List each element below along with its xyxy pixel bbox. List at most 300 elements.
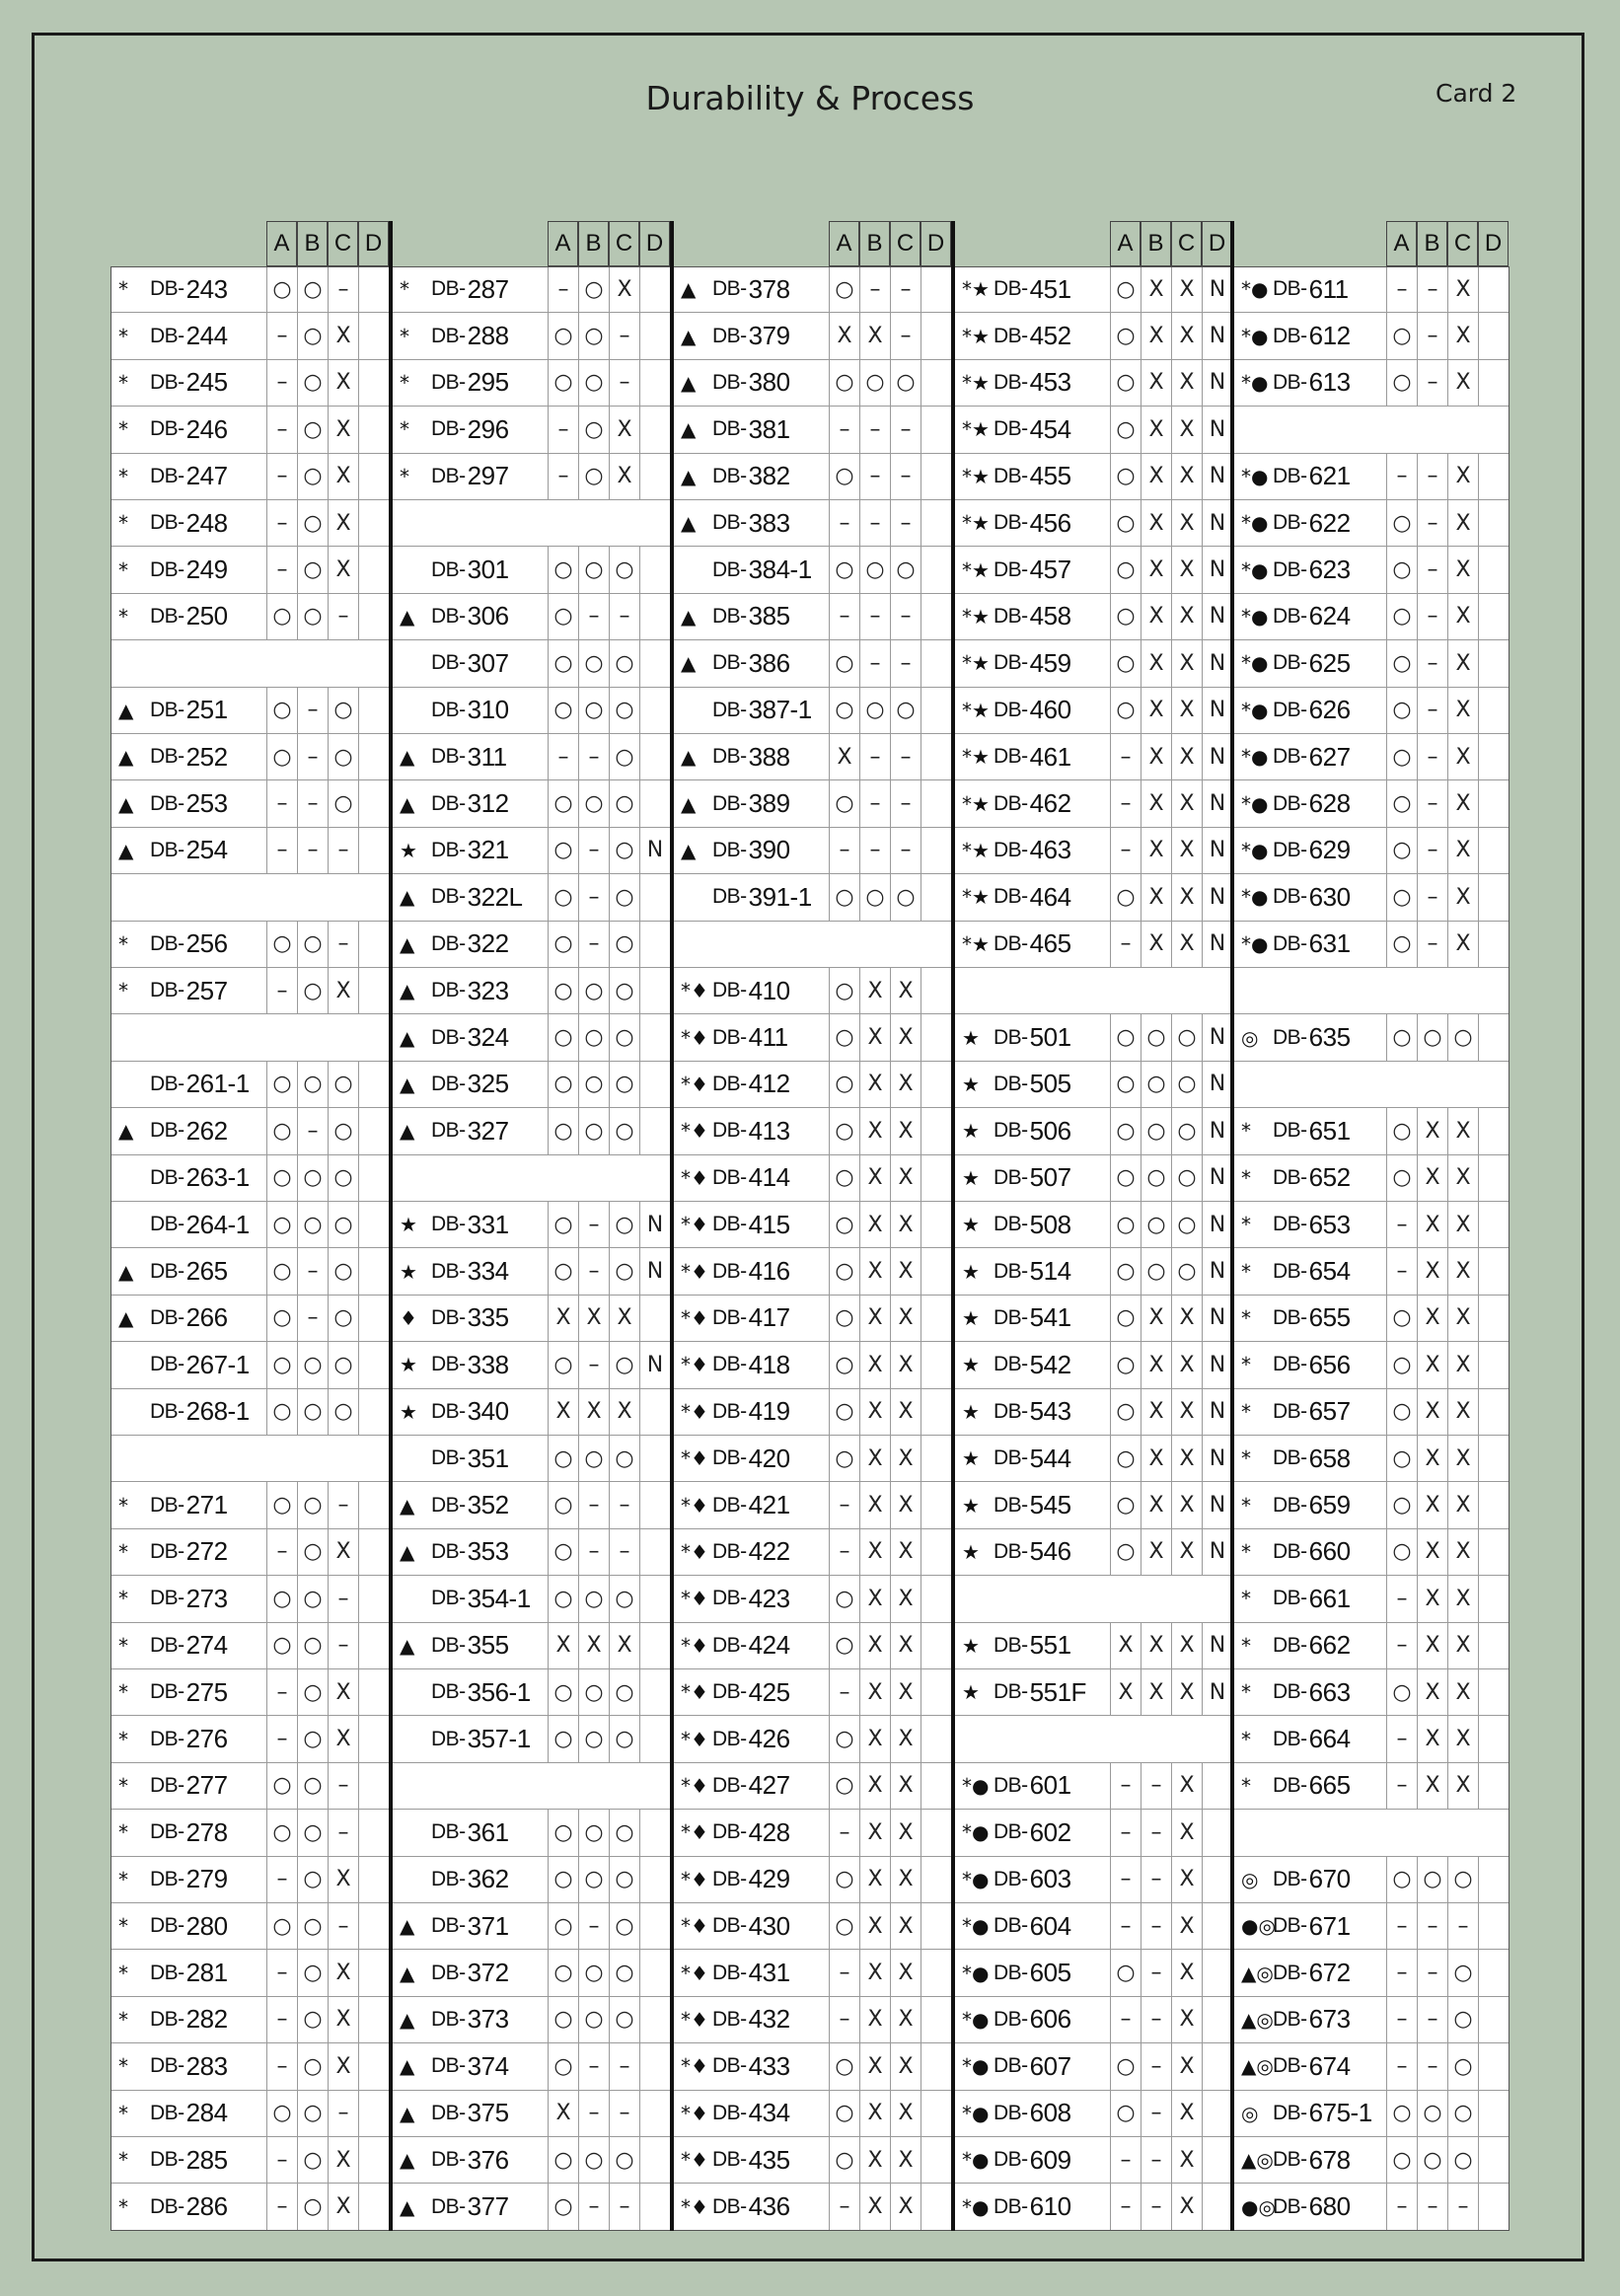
rating-cell-b: – — [1417, 313, 1447, 358]
rating-cell-d — [920, 1248, 951, 1294]
rating-cell-a: – — [1110, 780, 1141, 826]
marker-symbol: ★ — [962, 1633, 980, 1658]
rating-cell-a: ○ — [829, 874, 859, 920]
code-prefix: DB- — [994, 1633, 1028, 1657]
rating-cell-a: ○ — [1386, 360, 1417, 406]
rating-cell-a: ○ — [829, 1763, 859, 1809]
marker-symbol — [392, 1857, 400, 1902]
rating-cell-b: ○ — [578, 1576, 609, 1621]
marker-symbol: ★ — [400, 1213, 417, 1237]
product-code — [150, 1857, 228, 1902]
marker-symbol: ★ — [400, 838, 417, 862]
product-code — [431, 922, 509, 967]
table-row — [954, 2091, 1233, 2137]
rating-cell-d — [358, 266, 389, 312]
table-row — [110, 407, 392, 453]
rating-cell-d — [920, 2184, 951, 2229]
code-number: 433 — [748, 2050, 790, 2081]
product-code — [150, 780, 228, 826]
rating-cell-b: ○ — [859, 547, 890, 592]
code-number: 658 — [1308, 1443, 1351, 1473]
rating-cell-c: X — [1447, 1202, 1478, 1247]
product-code — [712, 2137, 790, 2183]
product-code — [712, 594, 790, 639]
code-prefix: DB- — [150, 1680, 184, 1704]
rating-cell-b: ○ — [578, 407, 609, 452]
product-code — [994, 1436, 1071, 1481]
rating-cell-d — [1202, 2184, 1232, 2229]
product-code — [712, 1903, 790, 1949]
rating-cell-a: ○ — [266, 1155, 297, 1201]
table-row — [110, 1950, 392, 1996]
rating-cell-c: X — [328, 407, 358, 452]
product-code — [1273, 2137, 1351, 2183]
product-code — [431, 640, 509, 686]
code-number: 335 — [467, 1302, 509, 1333]
code-prefix: DB- — [712, 1820, 747, 1844]
rating-cell-a: X — [829, 734, 859, 779]
rating-cell-c: X — [328, 1669, 358, 1715]
marker-symbol: * — [400, 464, 409, 488]
code-prefix: DB- — [994, 604, 1028, 628]
rating-cell-a: ○ — [1386, 1436, 1417, 1481]
rating-cell-d — [358, 1903, 389, 1949]
product-code — [431, 360, 509, 406]
rating-cell-a: ○ — [829, 1062, 859, 1107]
rating-cell-a: ○ — [1110, 2091, 1141, 2136]
code-number: 249 — [185, 555, 228, 585]
rating-cell-b: X — [1417, 1716, 1447, 1761]
rating-cell-a: – — [548, 454, 578, 499]
rating-cell-d — [1478, 1296, 1509, 1341]
rating-cell-d — [639, 968, 670, 1013]
code-number: 629 — [1308, 835, 1351, 865]
rating-cell-a: X — [548, 1389, 578, 1435]
rating-cell-c: – — [328, 1763, 358, 1809]
table-row — [673, 360, 954, 407]
marker-symbol: ▲ — [681, 838, 697, 862]
rating-cell-d — [639, 2091, 670, 2136]
marker-symbol: * — [1241, 1353, 1251, 1377]
code-number: 424 — [748, 1630, 790, 1661]
rating-cell-b: ○ — [297, 1763, 328, 1809]
code-prefix: DB- — [150, 1119, 184, 1143]
code-number: 604 — [1029, 1910, 1071, 1941]
product-code — [1273, 1389, 1351, 1435]
rating-cell-d — [1478, 734, 1509, 779]
rating-cell-a: ○ — [548, 2184, 578, 2229]
code-prefix: DB- — [994, 2007, 1028, 2031]
marker-symbol: *★ — [962, 838, 990, 862]
code-prefix: DB- — [994, 885, 1028, 909]
rating-cell-b: – — [1141, 1763, 1171, 1809]
rating-cell-c: X — [609, 454, 639, 499]
code-prefix: DB- — [150, 370, 184, 394]
table-row — [1233, 1248, 1510, 1295]
rating-cell-c: ○ — [609, 1857, 639, 1902]
rating-cell-c: X — [328, 454, 358, 499]
rating-cell-b: ○ — [297, 547, 328, 592]
product-code — [994, 1202, 1071, 1247]
rating-cell-d — [1202, 1903, 1232, 1949]
table-row — [673, 407, 954, 453]
rating-cell-c: X — [1447, 1436, 1478, 1481]
marker-symbol — [392, 1810, 400, 1855]
rating-cell-b: – — [1417, 2184, 1447, 2229]
rating-cell-a: – — [266, 360, 297, 406]
rating-cell-a: ○ — [1386, 2091, 1417, 2136]
table-row — [673, 1716, 954, 1762]
code-number: 430 — [748, 1910, 790, 1941]
column-header-b: B — [1417, 221, 1447, 266]
code-number: 451 — [1029, 273, 1071, 304]
code-number: 608 — [1029, 2098, 1071, 2128]
table-row — [954, 640, 1233, 687]
rating-cell-a: – — [829, 1669, 859, 1715]
product-code — [150, 594, 228, 639]
rating-cell-d — [1202, 2043, 1232, 2089]
rating-cell-c: ○ — [328, 1062, 358, 1107]
rating-cell-d — [920, 734, 951, 779]
marker-symbol: * — [118, 557, 128, 582]
rating-cell-a: ○ — [1386, 922, 1417, 967]
rating-cell-a: – — [1386, 1716, 1417, 1761]
rating-cell-b: – — [1141, 2184, 1171, 2229]
marker-symbol: ▲ — [400, 1914, 415, 1939]
code-prefix: DB- — [712, 511, 747, 535]
product-code — [712, 780, 790, 826]
code-number: 288 — [467, 321, 509, 351]
product-code — [712, 1062, 790, 1107]
product-code — [712, 454, 790, 499]
rating-cell-d — [639, 1062, 670, 1107]
marker-symbol: *♦ — [681, 1914, 708, 1939]
rating-cell-d — [1202, 1997, 1232, 2042]
code-number: 282 — [185, 2004, 228, 2035]
rating-cell-c: X — [328, 2043, 358, 2089]
rating-cell-a: ○ — [829, 1436, 859, 1481]
rating-cell-b: ○ — [297, 1950, 328, 1995]
rating-cell-d — [639, 594, 670, 639]
code-number: 307 — [467, 647, 509, 678]
rating-cell-d: N — [1202, 1342, 1232, 1387]
rating-cell-b: – — [859, 780, 890, 826]
rating-cell-d — [1478, 640, 1509, 686]
rating-cell-c: X — [1171, 640, 1202, 686]
rating-cell-c: ○ — [328, 1248, 358, 1294]
product-code — [712, 1155, 790, 1201]
rating-cell-a: ○ — [548, 1950, 578, 1995]
code-number: 651 — [1308, 1115, 1351, 1146]
marker-symbol: ▲ — [118, 698, 134, 722]
marker-symbol: ▲ — [681, 791, 697, 816]
rating-cell-d — [920, 454, 951, 499]
rating-cell-d — [358, 1623, 389, 1668]
rating-cell-d — [1478, 2137, 1509, 2183]
rating-cell-b: – — [1417, 266, 1447, 312]
rating-cell-b: – — [1417, 500, 1447, 546]
table-row — [1233, 1389, 1510, 1436]
rating-cell-c: X — [1171, 360, 1202, 406]
rating-cell-b: ○ — [297, 1062, 328, 1107]
rating-cell-a: – — [829, 2184, 859, 2229]
code-number: 422 — [748, 1536, 790, 1567]
code-number: 361 — [467, 1816, 509, 1847]
product-code — [1273, 1997, 1351, 2042]
column-divider — [670, 221, 674, 2231]
marker-symbol: *● — [962, 2101, 990, 2125]
rating-cell-a: – — [1110, 1857, 1141, 1902]
code-prefix: DB- — [150, 1961, 184, 1984]
rating-cell-d — [639, 1014, 670, 1060]
code-number: 551F — [1029, 1676, 1086, 1707]
code-number: 673 — [1308, 2004, 1351, 2035]
rating-cell-c: X — [1171, 688, 1202, 733]
table-row — [954, 1389, 1233, 1436]
code-number: 426 — [748, 1724, 790, 1754]
code-prefix: DB- — [431, 1587, 466, 1610]
marker-symbol: * — [400, 277, 409, 302]
code-number: 254 — [185, 835, 228, 865]
table-row — [392, 688, 673, 734]
rating-cell-b: – — [578, 1903, 609, 1949]
rating-cell-b: ○ — [578, 1669, 609, 1715]
product-code — [712, 1623, 790, 1668]
code-prefix: DB- — [994, 1165, 1028, 1189]
product-code — [1273, 734, 1351, 779]
rating-cell-a: ○ — [548, 2137, 578, 2183]
product-code — [1273, 1763, 1351, 1809]
code-number: 387-1 — [748, 695, 812, 725]
marker-symbol — [110, 1155, 118, 1201]
rating-cell-a: ○ — [266, 1108, 297, 1153]
rating-cell-b: X — [859, 1482, 890, 1527]
rating-cell-b: X — [1141, 922, 1171, 967]
table-row — [1233, 1436, 1510, 1482]
code-prefix: DB- — [150, 1353, 184, 1376]
product-code — [150, 1202, 250, 1247]
rating-cell-c: X — [1171, 594, 1202, 639]
rating-cell-a: ○ — [1386, 594, 1417, 639]
table-row — [392, 1062, 673, 1108]
rating-cell-b: – — [1141, 1857, 1171, 1902]
code-prefix: DB- — [1273, 511, 1307, 535]
marker-symbol: ★ — [400, 1259, 417, 1284]
product-code — [994, 360, 1071, 406]
marker-symbol: ▲ — [400, 745, 415, 770]
rating-cell-c: X — [1447, 1155, 1478, 1201]
rating-cell-a: ○ — [829, 1155, 859, 1201]
table-row — [954, 1669, 1233, 1716]
table-row — [110, 1342, 392, 1388]
rating-cell-b: – — [1141, 1997, 1171, 2042]
marker-symbol: * — [400, 324, 409, 348]
rating-cell-b: – — [1417, 922, 1447, 967]
code-prefix: DB- — [994, 838, 1028, 861]
rating-cell-a: – — [1386, 454, 1417, 499]
table-row — [392, 1950, 673, 1996]
table-row — [1233, 1202, 1510, 1248]
rating-cell-d — [639, 360, 670, 406]
code-prefix: DB- — [1273, 1446, 1307, 1470]
table-row — [1233, 780, 1510, 827]
rating-cell-c: X — [1171, 547, 1202, 592]
product-code — [994, 500, 1071, 546]
product-code — [1273, 266, 1349, 312]
product-code — [1273, 594, 1351, 639]
rating-cell-c: X — [1171, 1857, 1202, 1902]
table-row — [392, 1202, 673, 1248]
rating-cell-c: – — [609, 313, 639, 358]
table-row — [392, 1997, 673, 2043]
rating-cell-d — [1478, 1529, 1509, 1575]
marker-symbol: ★ — [962, 1539, 980, 1564]
table-row — [954, 1810, 1233, 1856]
rating-cell-d — [920, 1716, 951, 1761]
rating-cell-c: X — [1171, 1950, 1202, 1995]
code-prefix: DB- — [712, 1493, 747, 1517]
rating-cell-a: ○ — [548, 313, 578, 358]
code-prefix: DB- — [994, 698, 1028, 721]
rating-cell-c: ○ — [609, 547, 639, 592]
rating-cell-d — [358, 828, 389, 873]
rating-cell-c: – — [890, 454, 920, 499]
rating-cell-a: – — [266, 1669, 297, 1715]
table-row — [954, 734, 1233, 780]
code-number: 378 — [748, 273, 790, 304]
rating-cell-d — [920, 1062, 951, 1107]
rating-cell-a: – — [266, 1716, 297, 1761]
rating-cell-b: X — [1141, 734, 1171, 779]
rating-cell-a: – — [266, 1529, 297, 1575]
code-prefix: DB- — [150, 1493, 184, 1517]
rating-cell-a: ○ — [1110, 640, 1141, 686]
rating-cell-c: X — [890, 968, 920, 1013]
table-row — [110, 1108, 392, 1154]
table-row — [392, 266, 673, 313]
code-number: 277 — [185, 1770, 228, 1801]
code-number: 411 — [748, 1022, 788, 1053]
rating-cell-d — [639, 547, 670, 592]
code-number: 672 — [1308, 1958, 1351, 1988]
rating-cell-b: X — [859, 1202, 890, 1247]
rating-cell-d — [920, 968, 951, 1013]
rating-cell-b: – — [1417, 688, 1447, 733]
table-body — [673, 266, 954, 2231]
code-prefix: DB- — [431, 1399, 466, 1423]
rating-cell-a: – — [829, 500, 859, 546]
marker-symbol: ▲ — [400, 1539, 415, 1564]
marker-symbol: * — [118, 1493, 128, 1518]
rating-cell-d: N — [1202, 500, 1232, 546]
product-code — [712, 1389, 790, 1435]
product-code — [994, 688, 1071, 733]
rating-cell-b: ○ — [297, 968, 328, 1013]
rating-cell-b: ○ — [297, 2043, 328, 2089]
marker-symbol: *★ — [962, 791, 990, 816]
table-row — [392, 1903, 673, 1950]
marker-symbol: *★ — [962, 324, 990, 348]
product-code — [994, 1296, 1071, 1341]
rating-cell-d — [358, 780, 389, 826]
rating-cell-a: ○ — [266, 1202, 297, 1247]
rating-cell-d: N — [1202, 780, 1232, 826]
rating-cell-d — [920, 1623, 951, 1668]
table-row — [392, 454, 673, 500]
marker-symbol: * — [1241, 1213, 1251, 1237]
rating-cell-d — [358, 1296, 389, 1341]
rating-cell-b: ○ — [859, 874, 890, 920]
rating-cell-c: – — [328, 922, 358, 967]
table-row — [392, 1810, 673, 1856]
rating-cell-d — [920, 1014, 951, 1060]
rating-cell-c: X — [890, 1296, 920, 1341]
table-row — [110, 1155, 392, 1202]
rating-cell-a: ○ — [548, 594, 578, 639]
marker-symbol: *♦ — [681, 1259, 708, 1284]
blank-row — [392, 1155, 673, 1202]
code-number: 243 — [185, 273, 228, 304]
rating-cell-b: ○ — [297, 1716, 328, 1761]
rating-cell-a: ○ — [266, 688, 297, 733]
product-code — [712, 1202, 790, 1247]
blank-row — [110, 640, 392, 687]
rating-cell-b: X — [859, 2137, 890, 2183]
code-number: 507 — [1029, 1162, 1071, 1193]
product-code — [994, 1014, 1071, 1060]
product-code — [431, 734, 507, 779]
code-number: 605 — [1029, 1958, 1071, 1988]
rating-cell-d — [358, 1763, 389, 1809]
table-row — [1233, 2091, 1510, 2137]
rating-cell-b: – — [578, 594, 609, 639]
product-code — [150, 1529, 228, 1575]
rating-cell-a: ○ — [1386, 688, 1417, 733]
rating-cell-b: ○ — [297, 1903, 328, 1949]
code-number: 413 — [748, 1115, 790, 1146]
code-number: 414 — [748, 1162, 790, 1193]
code-number: 278 — [185, 1816, 228, 1847]
code-prefix: DB- — [431, 1072, 466, 1095]
column-header-c: C — [328, 221, 358, 266]
rating-cell-b: – — [1417, 1997, 1447, 2042]
rating-cell-b: X — [859, 968, 890, 1013]
product-code — [1273, 640, 1351, 686]
rating-cell-b: ○ — [297, 1810, 328, 1855]
rating-cell-d: N — [1202, 1389, 1232, 1435]
rating-cell-c: ○ — [609, 1903, 639, 1949]
rating-cell-d: N — [1202, 734, 1232, 779]
rating-cell-c: X — [890, 1997, 920, 2042]
code-prefix: DB- — [150, 1259, 184, 1283]
table-row — [673, 1155, 954, 1202]
rating-cell-a: ○ — [829, 2137, 859, 2183]
rating-cell-d — [639, 1576, 670, 1621]
product-code — [150, 547, 228, 592]
code-number: 296 — [467, 413, 509, 444]
rating-cell-d — [358, 500, 389, 546]
rating-cell-c: X — [1447, 1529, 1478, 1575]
rating-cell-b: X — [859, 1576, 890, 1621]
code-prefix: DB- — [431, 931, 466, 955]
rating-cell-d — [1478, 1576, 1509, 1621]
table-row — [392, 2184, 673, 2230]
rating-cell-c: X — [1447, 1669, 1478, 1715]
rating-cell-a: – — [266, 2184, 297, 2229]
blank-row — [954, 1716, 1233, 1762]
rating-cell-c: ○ — [609, 1202, 639, 1247]
code-prefix: DB- — [1273, 2194, 1307, 2218]
